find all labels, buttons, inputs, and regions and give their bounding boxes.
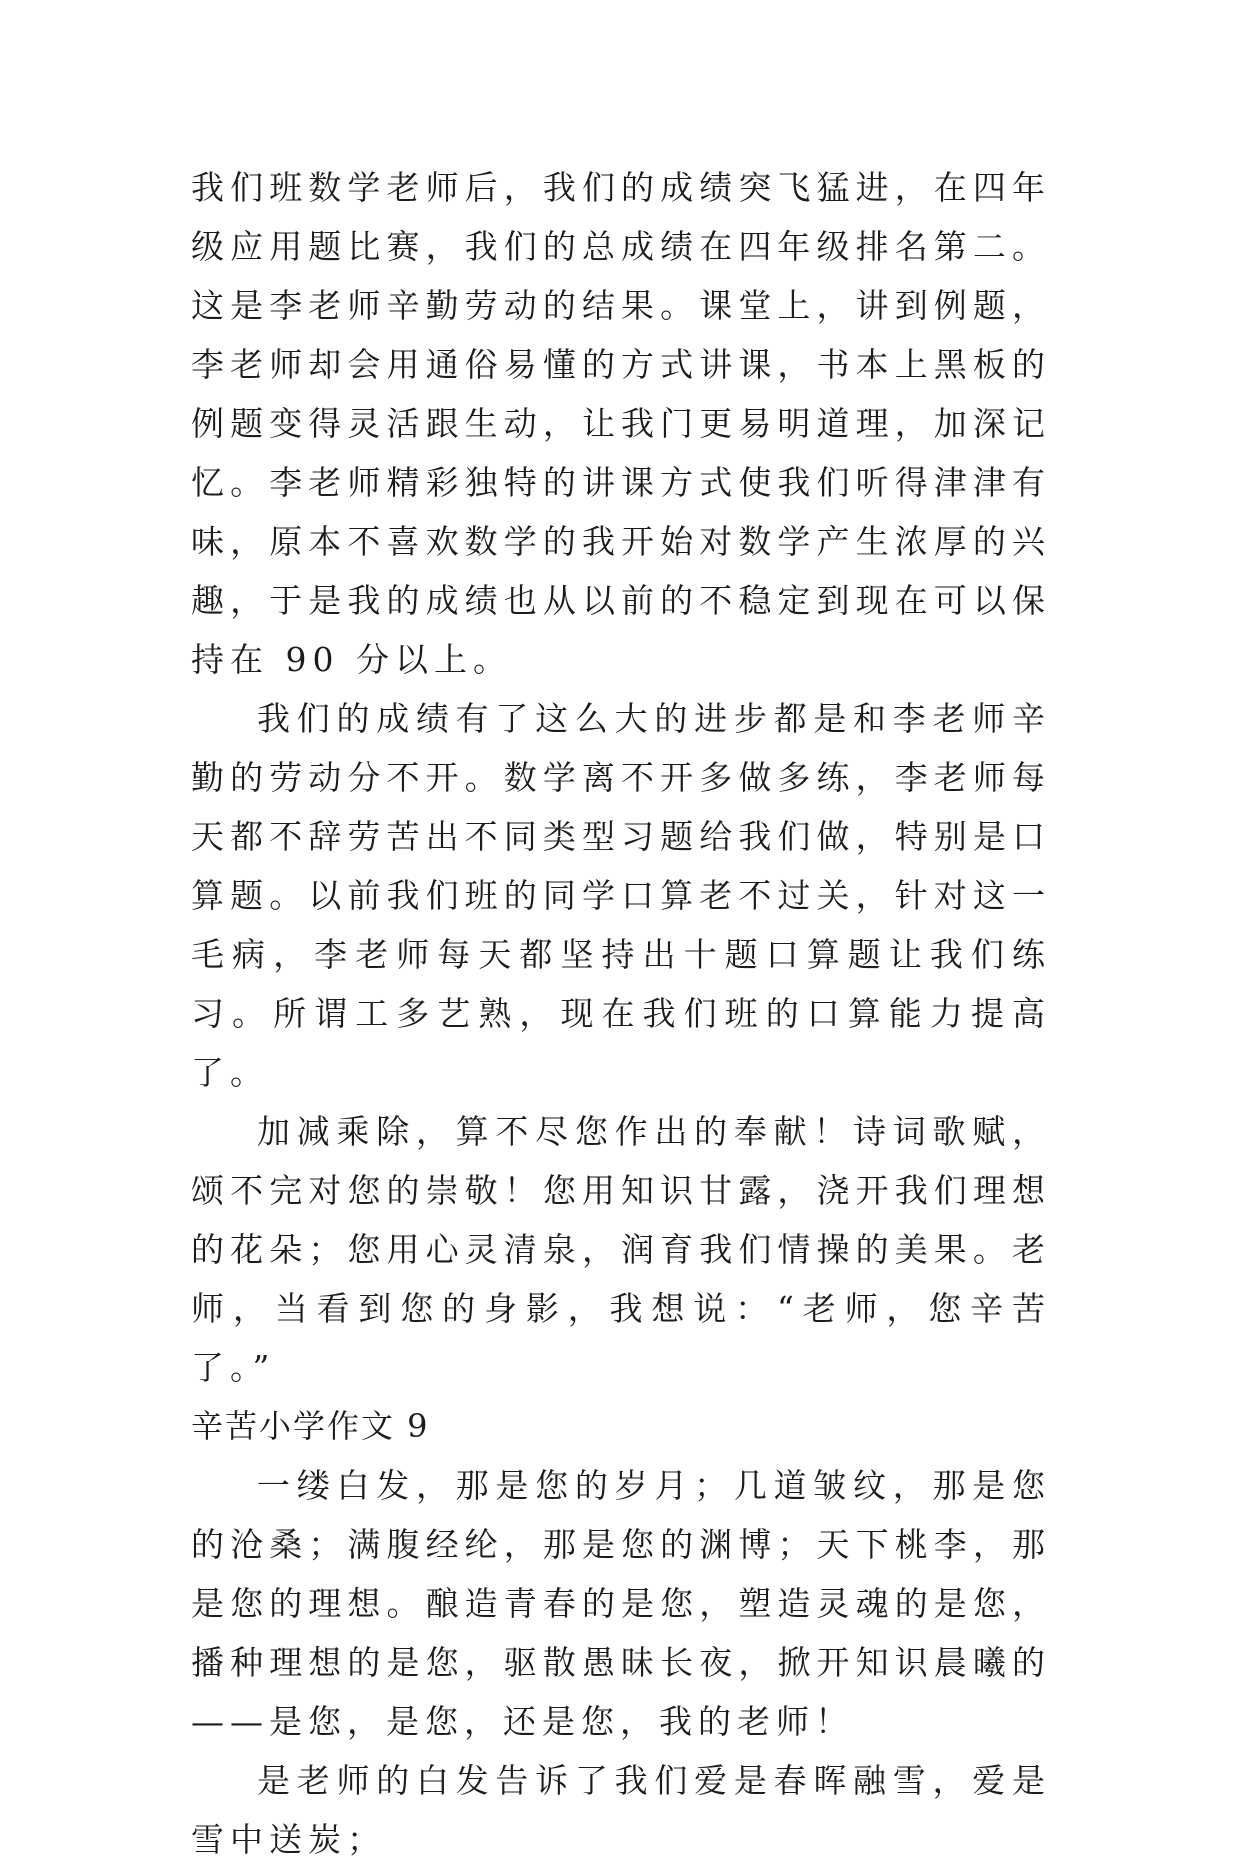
paragraph-5: 是老师的白发告诉了我们爱是春晖融雪，爱是雪中送炭； xyxy=(191,1761,1051,1859)
paragraph-3: 加减乘除，算不尽您作出的奉献！诗词歌赋，颂不完对您的崇敬！您用知识甘露，浇开我们理想的花朵；您用心灵清泉，润育我们情操的美果。老师，当看到您的身影，我想说：“老师，您辛苦了。” xyxy=(191,1112,1051,1387)
paragraph-1: 我们班数学老师后，我们的成绩突飞猛进，在四年级应用题比赛，我们的总成绩在四年级排名第二。这是李老师辛勤劳动的结果。课堂上，讲到例题，李老师却会用通俗易懂的方式讲课，书本上黑板的例题变得灵活跟生动，让我门更易明道理，加深记忆。李老师精彩独特的讲课方式使我们听得津津有味，原本不喜欢数学的我开始对数学产生浓厚的兴趣，于是我的成绩也从以前的不稳定到现在可以保持在 90 分以上。 xyxy=(191,168,1051,679)
paragraph-4: 一缕白发，那是您的岁月；几道皱纹，那是您的沧桑；满腹经纶，那是您的渊博；天下桃李，那是您的理想。酿造青春的是您，塑造灵魂的是您，播种理想的是您，驱散愚昧长夜，掀开知识晨曦的——是您，是您，还是您，我的老师！ xyxy=(191,1466,1051,1741)
section-heading: 辛苦小学作文 9 xyxy=(191,1407,430,1445)
paragraph-2: 我们的成绩有了这么大的进步都是和李老师辛勤的劳动分不开。数学离不开多做多练，李老师每天都不辞劳苦出不同类型习题给我们做，特别是口算题。以前我们班的同学口算老不过关，针对这一毛病，李老师每天都坚持出十题口算题让我们练习。所谓工多艺熟，现在我们班的口算能力提高了。 xyxy=(191,699,1051,1092)
document-body xyxy=(191,158,1051,1869)
